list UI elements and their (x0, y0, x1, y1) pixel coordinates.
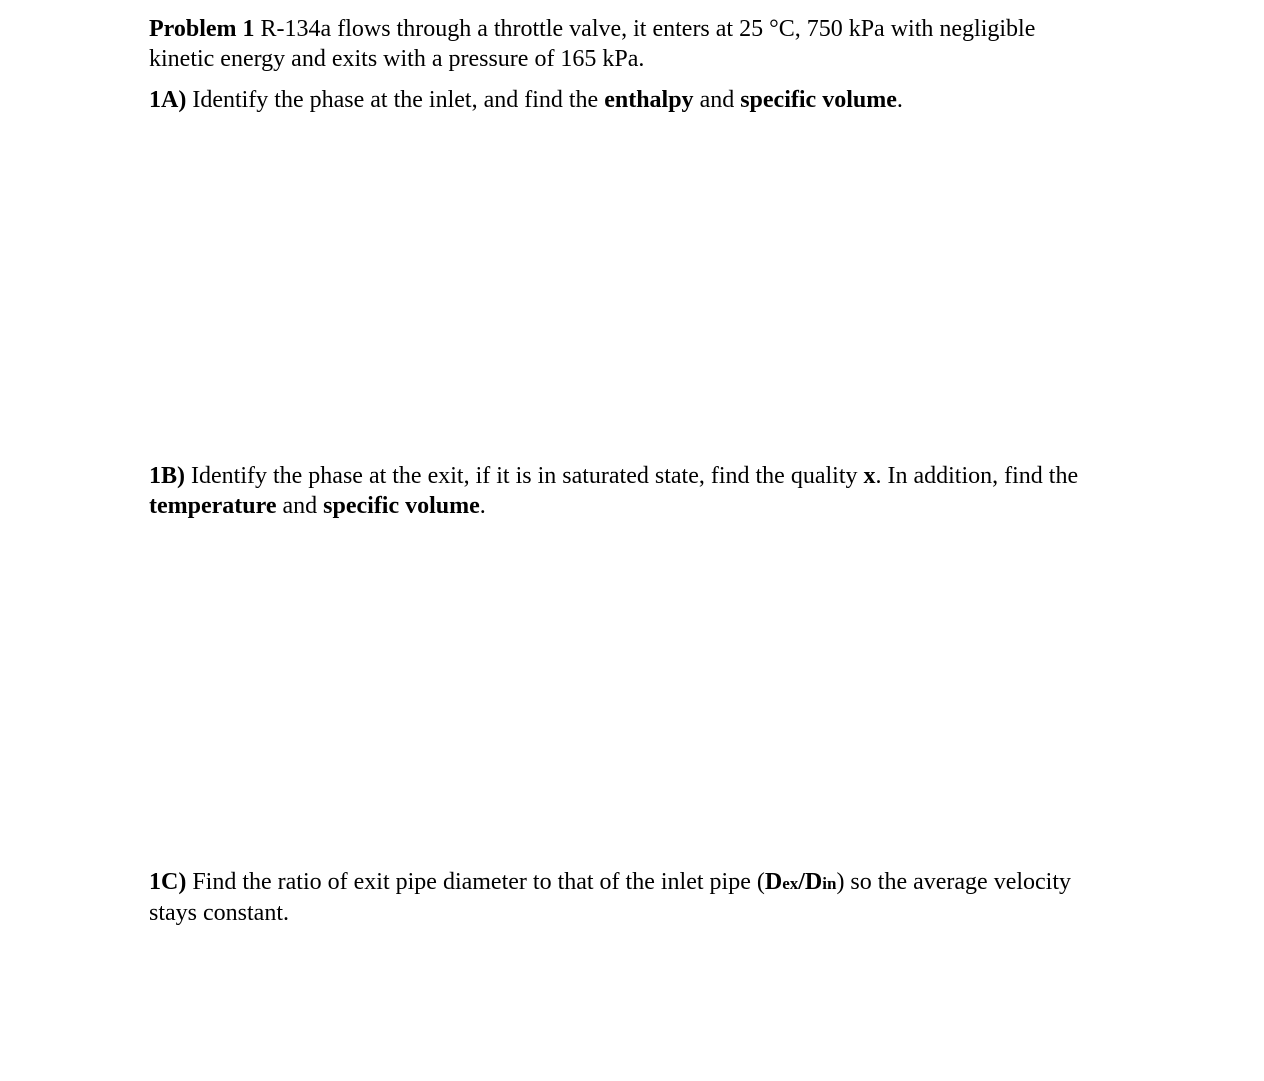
diameter-subscript-ex: ex (782, 874, 799, 893)
part-b-text: Identify the phase at the exit, if it is in saturated state, find the quality (185, 463, 864, 489)
part-b-question (149, 462, 1149, 521)
problem-label: Problem 1 (149, 16, 255, 42)
part-b-temperature: temperature (149, 492, 277, 519)
problem-statement (149, 15, 1149, 74)
part-a-question (149, 86, 1149, 116)
problem-text-line2: kinetic energy and exits with a pressure of 165 kPa. (149, 45, 645, 72)
part-c-question (149, 868, 1149, 928)
part-c-label: 1C) (149, 869, 187, 895)
ratio-slash: / (798, 869, 805, 895)
part-a-text: Identify the phase at the inlet, and find the (186, 87, 605, 113)
part-c-text: stays constant. (149, 899, 289, 926)
diameter-symbol: D (804, 869, 823, 895)
part-a-text: and (693, 87, 741, 113)
diameter-subscript-in: in (822, 874, 837, 893)
part-a-text: . (896, 87, 903, 113)
problem-text-line1: R-134a flows through a throttle valve, it enters at 25 °C, 750 kPa with negligible (254, 16, 1036, 42)
part-c-text: Find the ratio of exit pipe diameter to that of the inlet pipe ( (186, 869, 765, 895)
part-a-label: 1A) (149, 87, 187, 113)
part-b-text: and (276, 492, 324, 519)
part-b-text: . In addition, find the (875, 463, 1079, 489)
part-c-text: ) so the average velocity (836, 869, 1071, 895)
part-b-quality: x (863, 463, 876, 489)
part-b-specific-volume: specific volume (323, 492, 480, 519)
part-a-specific-volume: specific volume (740, 87, 897, 113)
part-a-enthalpy: enthalpy (604, 87, 694, 113)
part-b-text: . (479, 492, 486, 519)
part-b-label: 1B) (149, 463, 185, 489)
diameter-symbol: D (764, 869, 783, 895)
